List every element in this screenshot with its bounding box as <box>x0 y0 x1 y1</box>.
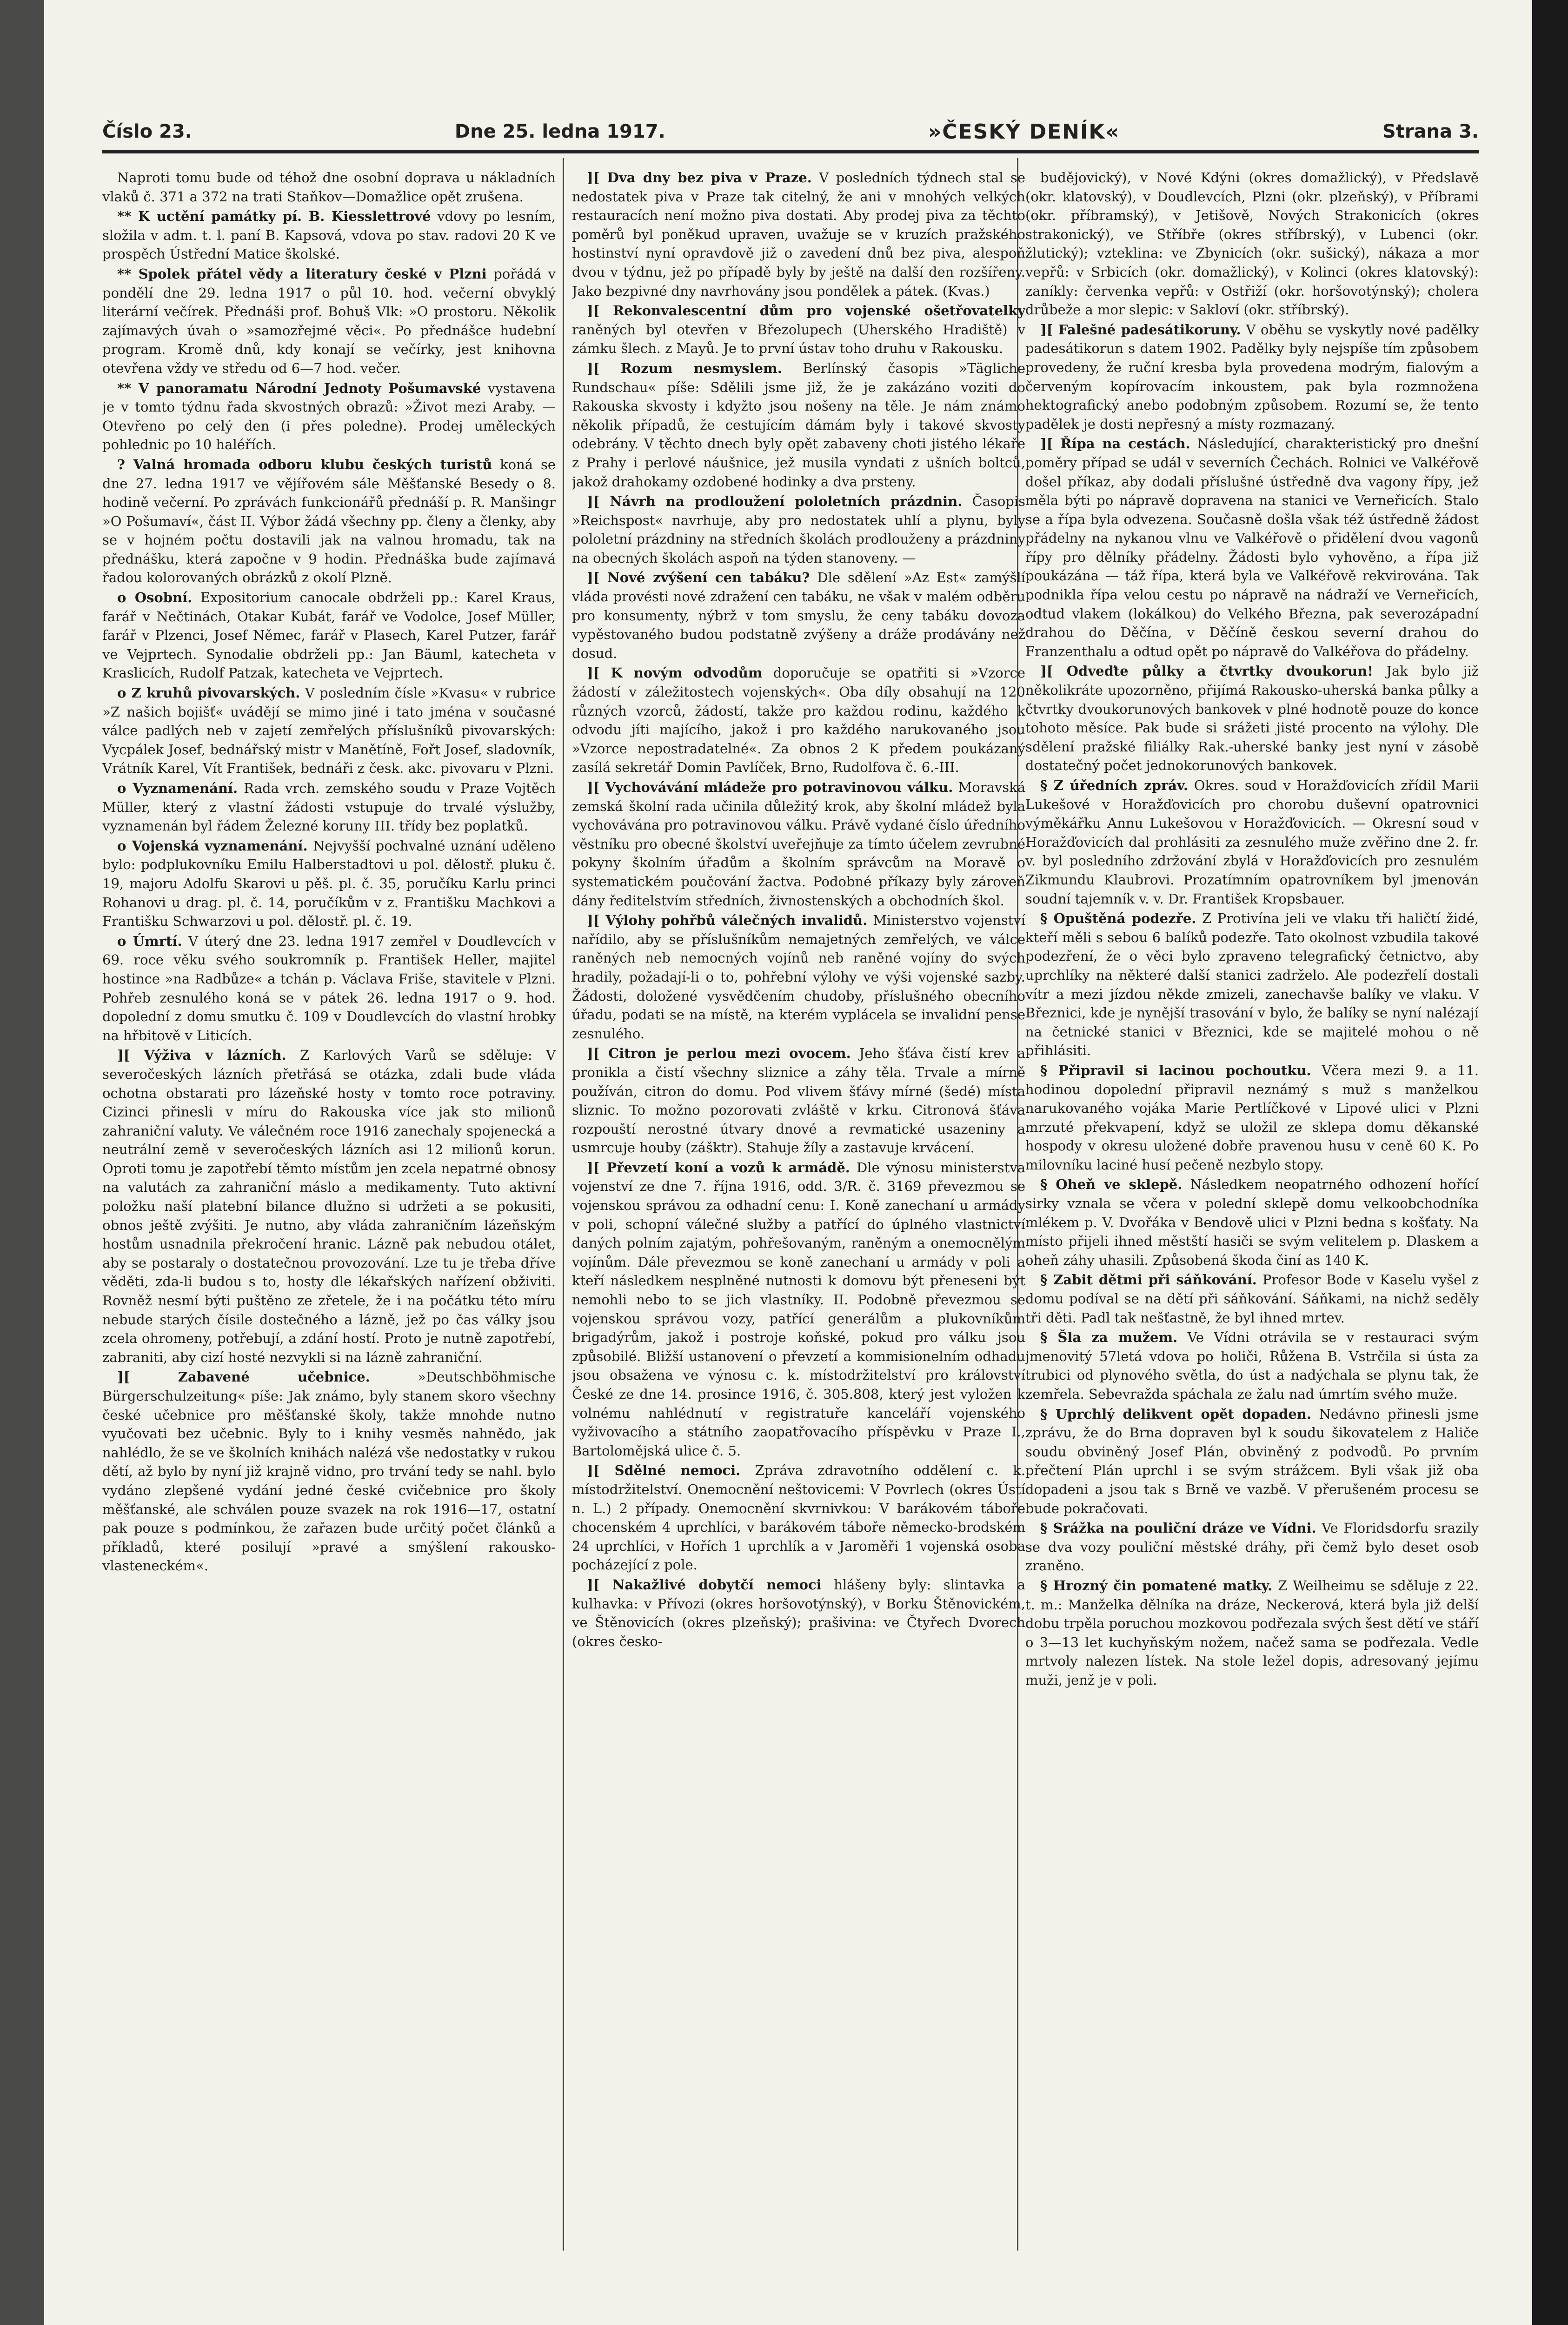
article <box>102 588 556 683</box>
article-paragraph <box>572 1044 1025 1157</box>
article <box>1025 1328 1479 1403</box>
article-paragraph <box>102 379 556 454</box>
article-text: Z Karlových Varů se sděluje: V severočeských lázních přetřásá se otázka, zdali bude vláda ochotna obstarati pro lázeňské hosty v tomto roce potraviny. Cizinci přinesli v míru do Rakouska více jak sto milionů zahraniční valuty. Ve válečném roce 1916 zanechaly spojenecká a neutrální země v severočeských lázních asi 12 milionů korun. Oproti tomu je zapotřebí těmto místům jen zcela nepatrné obnosy na valutách za zahraniční máslo a medikamenty. Tuto aktivní položku naší platební bilance dlužno si udržeti a se pokusiti, obnos ještě zvýšiti. Je nutno, aby vláda zahraničním lázeňským hostům usnadnila překročení hranic. Lázně pak nebudou otálet, aby se postaraly o dostatečnou provozování. Lze tu je třeba dříve věděti, zda-li budou s to, hosty dle lékařských nařízení obživiti. Rovněž nesmí býti puštěno ze zřetele, že i na počátku této míru nebude starých čísile dostečného a lázně, jež po čas války jsou zcela ohromeny, potřebují, a zdání hostí. Proto je nutně zapotřebí, zabraniti, aby cizí hosté nezvykli si na lázně zahraniční. <box>102 1047 556 1365</box>
page-number: Strana 3. <box>1382 121 1479 142</box>
article-paragraph <box>572 1461 1025 1574</box>
article <box>102 932 556 1045</box>
header-rule <box>102 150 1479 153</box>
article <box>1025 1519 1479 1575</box>
article-text: Nejvyšší pochvalné uznání uděleno bylo: podplukovníku Emilu Halberstadtovi u pol. dělostř. pluku č. 19, majoru Adolfu Skarovi u pěš. pl. č. 35, poručíku Karlu princi Rohanovi u drag. pl. č. 14, poručíkům v z. Františku Machkovi a Františku Schwarzovi u pol. dělostř. pl. č. 19. <box>102 837 556 930</box>
article-paragraph <box>1025 1270 1479 1327</box>
article-paragraph <box>572 911 1025 1043</box>
article-text: Z Weilheimu se sděluje z 22. t. m.: Manželka dělníka na dráze, Neckerová, která byla již delší dobu trpěla poruchou mozkovou podřezala svých šest dětí ve stáří o 3—13 let kuchyňským nožem, načež sama se podřezala. Vedle mrtvoly nalezen lístek. Na stole ležel dopis, adresovaný jejímu muži, jenž je v poli. <box>1025 1577 1479 1688</box>
article-paragraph <box>1025 909 1479 1060</box>
article <box>572 301 1025 358</box>
article-paragraph <box>102 168 556 206</box>
article-text: Naproti tomu bude od téhož dne osobní doprava u nákladních vlaků č. 371 a 372 na trati Staňkov—Domažlice opět zrušena. <box>102 170 556 205</box>
article-headline: § Opuštěná podezře. <box>1040 910 1196 927</box>
article-text: Následující, charakteristický pro dnešní poměry případ se udál v severních Čechách. Rolnici ve Valkéřově došel příkaz, aby dodali příslušné ústředně dva vagony řípy, jež měla býti po nápravě dopravena na stanici ve Verneřicích. Stalo se a řípa byla odvezena. Současně došla však též ústředně žádost přádelny na nykanou vlnu ve Valkéřově o přidělení dvou vagonů řípy pro dělníky přádelny. Žádosti bylo vyhověno, a řípa již poukázána — táž řípa, která byla ve Valkéřově rekvirována. Tak podnikla řípa velou cestu po nápravě na nádraží ve Verneřicích, odtud vlakem (lokálkou) do Velkého Března, pak severozápadní drahou do Děčína, v Děčíně českou severní drahou do Franzenthalu a odtud opět po nápravě do Valkéřova do přádelny. <box>1025 436 1479 659</box>
article-headline: § Hrozný čin pomatené matky. <box>1040 1577 1273 1594</box>
article <box>1025 1576 1479 1690</box>
article-headline: § Uprchlý delikvent opět dopaden. <box>1040 1406 1311 1422</box>
article <box>572 568 1025 663</box>
article-text: pořádá v pondělí dne 29. ledna 1917 o půl 10. hod. večerní obvyklý literární večírek. Přednáši prof. Bohuš Vlk: »O prostoru. Několik zajímavých úvah o »samozřejmé věci«. Po přednášce hudební program. Kromě dnů, kdy konají se večírky, jest knihovna otevřena vždy ve středu od 6—7 hod. večer. <box>102 266 556 376</box>
article-headline: ][ Sdělné nemoci. <box>587 1462 741 1479</box>
article-paragraph <box>572 168 1025 300</box>
article-paragraph <box>1025 1328 1479 1403</box>
article-paragraph <box>572 778 1025 910</box>
article-headline: ** V panoramatu Národní Jednoty Pošumavské <box>117 380 481 396</box>
article-text: Nedávno přinesli jsme zprávu, že do Brna dopraven byl k soudu šikovatelem z Haliče soudu obviněný Josef Plán, obviněný z podvodů. Po prvním přečtení Plán uprchl i se svým strážcem. Byli však již oba dopadeni a jsou tak s Brně ve vazbě. V přerušeném procesu se bude pokračovati. <box>1025 1406 1479 1516</box>
article-paragraph <box>1025 1061 1479 1175</box>
article-paragraph <box>102 684 556 778</box>
article-headline: ][ Výživa v lázních. <box>117 1047 286 1063</box>
article-headline: ][ Řípa na cestách. <box>1040 436 1190 452</box>
article <box>102 779 556 836</box>
article <box>102 379 556 454</box>
article <box>1025 320 1479 434</box>
article <box>572 1158 1025 1461</box>
article <box>572 168 1025 300</box>
article-text: Jak bylo již několikráte upozorněno, přijímá Rakousko-uherská banka půlky a čtvrtky dvoukorunových bankovek v plné hodnotě pouze do konce tohoto měsíce. Pak bude si srážeti jisté procento na výlohy. Dle sdělení pražské filiálky Rak.-uherské banky jest nyní v zásobě dostatečný počet jednokorunových bankovek. <box>1025 663 1479 774</box>
article-paragraph <box>1025 1405 1479 1518</box>
article-headline: ** Spolek přátel vědy a literatury české v Plzni <box>117 266 487 282</box>
article-headline: ][ Nakažlivé dobytčí nemoci <box>587 1576 822 1593</box>
article-text: vdovy po lesním, složila v adm. t. l. paní B. Kapsová, vdova po stav. radovi 20 K ve prospěch Ústřední Matice školské. <box>102 208 556 262</box>
article-text: Včera mezi 9. a 11. hodinou dopolední připravil neznámý s muž s manželkou narukovaného vojáka Marie Pertlíčkové v Lipové ulici v Plzni mrzuté překvapení, když se uložil ze sklepa domu děkanské hospody v okresu uložené dobře pravenou husu v ceně 60 K. Po milovníku laciné husí pečeně nezbylo stopy. <box>1025 1062 1479 1173</box>
article-text: Okres. soud v Horažďovicích zřídil Marii Lukešové v Horažďovicích pro chorobu duševní opatrovnici výměkářku Annu Lukešovou v Horažďovicích. — Okresní soud v Horažďovicích dal prohlásiti za zesnulého muže zvěřino dne 2. fr. v. byl posledního zdržování zbylá v Horažďovicích pro zesnulém Zikmundu Klaubrovi. Prozatímním opatrovníkem byl jmenován soudní tajemník v. v. Dr. František Kropsbauer. <box>1025 777 1479 907</box>
article <box>572 778 1025 910</box>
article-text: Ministerstvo vojenství nařídilo, aby se příslušníkům nemajetných zemřelých, ve válce raněných neb nemocných vojínů neb raněné vojíny do svých hradily, požadají-li o to, pohřební výlohy ve výši vojenské sazby. Žádosti, doložené vysvědčením chudoby, příslušného obecního úřadu, podati se na místě, na kterém vyplácela se invalidní pense zesnulého. <box>572 912 1025 1042</box>
article-text: Z Protivína jeli ve vlaku tři haličtí židé, kteří měli s sebou 6 balíků podezře. Tato okolnost vzbudila takové podezření, že o věci bylo zpraveno telegrafický četnictvo, aby uprchlíky na některé další stanici zadrželo. Ale podezřelí dostali vítr a mezi jízdou někde zmizeli, zanechavše balíky ve vlaku. V Březnici, kde je nynější trasování v bylo, že balíky se nyní nalézají na četnické stanici v Březnici, kde se majitelé mohou o ně přihlásiti. <box>1025 910 1479 1059</box>
article-text: raněných byl otevřen v Březolupech (Uherského Hradiště) v zámku šlech. z Mayů. Je to první ústav toho druhu v Rakousku. <box>572 321 1025 357</box>
article-headline: ][ Odveďte půlky a čtvrtky dvoukorun! <box>1040 663 1373 679</box>
article-text: V posledním čísle »Kvasu« v rubrice »Z našich bojišť« uvádějí se mimo jiné i tato jména v současné válce padlých neb v zajetí zemřelých příslušníků pivovarských: Vycpálek Josef, bednářský mistr v Manětíně, Fořt Josef, sladovník, Vrátník Karel, Vít František, bednáři z česk. akc. pivovaru v Plzni. <box>102 685 556 777</box>
article-headline: ][ Výlohy pohřbů válečných invalidů. <box>587 912 868 929</box>
article-text: Rada vrch. zemského soudu v Praze Vojtěch Müller, který z vlastní žádosti vstupuje do trvalé výslužby, vyznamenán byl řádem Železné koruny III. třídy bez poplatků. <box>102 780 556 834</box>
article-paragraph <box>1025 1519 1479 1575</box>
article <box>102 168 556 206</box>
article-paragraph <box>1025 168 1479 319</box>
article-text: V úterý dne 23. ledna 1917 zemřel v Doudlevcích v 69. roce věku svého soukromník p. František Heller, majitel hostince »na Radbůze« a tchán p. Václava Friše, stavitele v Plzni. Pohřeb zesnulého koná se v pátek 26. ledna 1917 o 9. hod. dopolední z domu smutku č. 109 v Doudlevcích do vlastní hrobky na hřbitově v Liticích. <box>102 933 556 1043</box>
article-paragraph <box>1025 320 1479 434</box>
article-headline: ][ Zabavené učebnice. <box>117 1369 370 1385</box>
article-paragraph <box>102 779 556 836</box>
article-text: budějovický), v Nové Kdýni (okres domažlický), v Předslavě (okr. klatovský), v Doudlevcích, Plzni (okr. plzeňský), v Příbrami (okr. příbramský), v Jetišově, Nových Strakonicích (okres strakonický), ve Stříbře (okres stříbrský), v Lubenci (okr. žlutický); vzteklina: ve Zbynicích (okr. sušický), nákaza a mor vepřů: v Srbicích (okr. domažlický), v Kolinci (okres klatovský): zaníkly: červenka vepřů: v Ostřiží (okr. horšovotýnský); cholera drůbeže a mor slepic: v Sakloví (okr. stříbrský). <box>1025 170 1479 318</box>
article-paragraph <box>102 588 556 683</box>
column-2 <box>572 168 1025 2247</box>
article-paragraph <box>102 1368 556 1575</box>
article-text: Jeho šťáva čistí krev a pronikla a čistí všechny sliznice a záhy těla. Trvale a mírně používán, citron do domu. Pod vlivem šťávy mírné (šedé) místa sliznic. To možno pozorovati zvláště v krku. Citronová šťáva rozpouští nerostné útvary dnové a revmatické usazeniny a usmrcuje houby (zášktr). Stahuje žíly a zastavuje krvácení. <box>572 1045 1025 1156</box>
article <box>572 1044 1025 1157</box>
article-text: Moravská zemská školní rada učinila důležitý krok, aby školní mládež byla vychovávána pro potravinovou válku. Právě vydané číslo úředního věstníku pro obecné školství uveřejňuje za tímto účelem zevrubné pokyny školním úřadům a školním správcům na Moravě o systematickém poučování žactva. Podobné příkazy byly zároveň dány ředitelstvím středních, živnostenských a obchodních škol. <box>572 779 1025 909</box>
article <box>102 455 556 587</box>
article-paragraph <box>102 932 556 1045</box>
article-text: V oběhu se vyskytly nové padělky padesátikorun s datem 1902. Padělky byly nejspíše tím způsobem provedeny, že ruční kresba byla provedena modrým, fialovým a červeným kopírovacím inkoustem, pak byla rozmnožena hektografický anebo podobným způsobem. Rozumí se, že tento padělek je dosti nepřesný a místy rozmazaný. <box>1025 321 1479 432</box>
article-headline: ][ Vychovávání mládeže pro potravinovou válku. <box>587 779 953 795</box>
article-paragraph <box>572 359 1025 491</box>
article-text: Berlínský časopis »Tägliche Rundschau« píše: Sdělili jsme již, že je zakázáno voziti do Rakouska skvosty i kdyžto jsou nošeny na těle. Je nám známo několik případů, že cestujícím dámám byly i takové skvosty odebrány. V těchto dnech byly opět zabaveny choti jistého lékaře z Prahy i perlové náušnice, jež musila vyndati z ušních boltců, jakož drahokamy ozdobené hodinky a dva prsteny. <box>572 360 1025 490</box>
article <box>102 265 556 378</box>
article-paragraph <box>572 1575 1025 1651</box>
article-headline: ][ Citron je perlou mezi ovocem. <box>587 1045 851 1062</box>
article <box>572 911 1025 1043</box>
article-headline: § Šla za mužem. <box>1040 1329 1178 1346</box>
article-text: Následkem neopatrného odhození hořící sirky vznala se včera v polední sklepě domu velkoobchodníka mlékem p. V. Dvořáka v Bendově ulici v Plzni bedna s košťaty. Na místo přijeli ihned městští hasiči se svým velitelem p. Dlaskem a oheň záhy uhasili. Způsobená škoda činí as 140 K. <box>1025 1176 1479 1268</box>
article-headline: o Vyznamenání. <box>117 780 238 796</box>
article-paragraph <box>572 568 1025 663</box>
article-headline: o Vojenská vyznamenání. <box>117 837 308 854</box>
article-paragraph <box>572 1158 1025 1461</box>
article <box>1025 776 1479 908</box>
article <box>1025 1175 1479 1269</box>
article <box>102 837 556 931</box>
article-text: Dle výnosu ministerstva vojenství ze dne 7. října 1916, odd. 3/R. č. 3169 převezmou se vojenskou správou za odhadní cenu: I. Koně zanechaní u armády v poli, schopní válečné služby a patřící do úplného vlastnictví daných polním zajatým, pohřešovaným, raněným a onemocnělým vojínům. Dále převezmou se koně zanechaní u armády v poli a kteří následkem nesplněné nutnosti k domovu být přeneseni být nemohli nebo to se jich vlastníky. II. Podobně převezmou se vojenskou správou vozy, patřící generálům a plukovníkům brigadýrům, jakož i postroje koňské, pokud pro válku jsou způsobilé. Bližší ustanovení o převzetí a kommisionelním odhadu jsou obsažena ve výnosu c. k. místodržitelství pro království České ze dne 14. prosince 1916, č. 305.808, který jest vyložen k volnému nahlédnutí v registratuře kanceláří vojenského vyživovacího a státního zaopatřovacího příspěvku v Praze I., Bartolomějská ulice č. 5. <box>572 1159 1025 1459</box>
masthead: »ČESKÝ DENÍK« <box>928 120 1120 144</box>
article-headline: o Z kruhů pivovarských. <box>117 685 300 701</box>
article-text: vystavena je v tomto týdnu řada skvostných obrazů: »Život mezi Araby. — Otevřeno po celý den (i přes poledne). Prodej uměleckých pohlednic po 10 haléřích. <box>102 380 556 453</box>
issue-date: Dne 25. ledna 1917. <box>454 121 665 142</box>
article-headline: ][ Nové zvýšení cen tabáku? <box>587 570 810 586</box>
column-divider <box>563 158 564 2251</box>
article-text: Časopis »Reichspost« navrhuje, aby pro nedostatek uhlí a plynu, byly pololetní prázdniny na středních školách prodlouženy a prázdniny na obecných školách aspoň na týden stanoveny. — <box>572 493 1025 566</box>
newspaper-page <box>44 0 1532 2325</box>
article <box>572 664 1025 777</box>
article <box>572 1575 1025 1651</box>
article <box>1025 434 1479 661</box>
article-headline: § Oheň ve sklepě. <box>1040 1176 1183 1193</box>
article-headline: ][ Návrh na prodloužení pololetních prázdnin. <box>587 493 963 510</box>
article-paragraph <box>1025 776 1479 908</box>
article <box>572 359 1025 491</box>
article-text: »Deutschböhmische Bürgerschulzeitung« píše: Jak známo, byly stanem skoro všechny české učebnice pro měšťanské školy, takže mnohde nutno vyučovati bez učebnic. Byly to i knihy vesměs nahnědo, jak nahlédlo, že se ve školních knihách nalézá vše nedostatky v rukou dětí, až bylo by nyní již krajně vidno, pro trvání tedy se nahl. bylo vydáno zlepšené vydání jedné české cvičebnice pro školy měšťanské, ale schválen pouze svazek na rok 1916—17, ostatní pak pouze s podmínkou, že zařazen bude určitý počet článků a příkladů, které posilují »pravé a smýšlení rakousko-vlasteneckém«. <box>102 1369 556 1574</box>
column-3 <box>1025 168 1479 2247</box>
article <box>1025 168 1479 319</box>
article-paragraph <box>572 301 1025 358</box>
article <box>102 1046 556 1367</box>
article-paragraph <box>1025 434 1479 661</box>
article-text: koná se dne 27. ledna 1917 ve vějířovém sále Měšťanské Besedy o 8. hodině večerní. Po zprávách funkcionářů přednáší p. R. Manšingr »O Pošumaví«, část II. Výbor žádá všechny pp. členy a členky, aby se v hojném počtu dostavili jak na valnou hromadu, tak na přednášku, která započne v 9 hodin. Přednáška bude zajímavá řadou kolorovaných obrázků z okolí Plzně. <box>102 456 556 586</box>
article-text: Ve Floridsdorfu srazily se dva vozy pouliční městské dráhy, při čemž bylo deset osob zraněno. <box>1025 1520 1479 1574</box>
article <box>1025 662 1479 775</box>
article-paragraph <box>102 1046 556 1367</box>
article <box>572 492 1025 567</box>
article-text: Dle sdělení »Az Est« zamýšlí vláda provésti nové zdražení cen tabáku, ne však v malém odběru pro konsumenty, nýbrž v tom smyslu, že ceny tabáku dovoza vypěstovaného budou podstatně zvýšeny a dráže prodávány než dosud. <box>572 570 1025 661</box>
article <box>1025 909 1479 1060</box>
article-headline: ][ Rekonvalescentní dům pro vojenské ošetřovatelky <box>587 303 1025 319</box>
article-paragraph <box>572 664 1025 777</box>
article-paragraph <box>102 265 556 378</box>
article-headline: ? Valná hromada odboru klubu českých turistů <box>117 456 492 472</box>
issue-number: Číslo 23. <box>102 121 192 142</box>
article-paragraph <box>102 207 556 264</box>
article-headline: ][ Rozum nesmyslem. <box>587 360 782 376</box>
article-headline: o Osobní. <box>117 590 193 606</box>
column-1 <box>102 168 556 2247</box>
scan-margin-left <box>0 0 44 2325</box>
article-headline: ][ Dva dny bez piva v Praze. <box>587 170 812 186</box>
article-text: doporučuje se opatřiti si »Vzorce žádostí v záležitostech vojenských«. Oba díly obsahují na 120 různých vzorců, žádostí, takže pro každou rodinu, každého k odvodu jíti majícího, jakož i pro každého narukovaného jsou »Vzorce nepostradatelné«. Za obnos 2 K předem poukázaný zasílá sekretář Domin Pavlíček, Brno, Rudolfova č. 6.-III. <box>572 665 1025 776</box>
article-paragraph <box>102 455 556 587</box>
article-text: Zpráva zdravotního oddělení c. k. místodržitelství. Onemocnění neštovicemi: V Povrlech (okres Ústí n. L.) 2 případy. Onemocnění skvrnivkou: V barákovém táboře chocenském 4 uprchlíci, v barákovém táboře německo-brodském 24 uprchlíci, v Hořích 1 uprchlík a v Jaroměři 1 vojenská osoba pocházející z pole. <box>572 1462 1025 1573</box>
article-headline: ][ Falešné padesátikoruny. <box>1040 321 1241 338</box>
article-text: hlášeny byly: slintavka a kulhavka: v Přívozi (okres horšovotýnský), v Borku Štěnovickém, ve Štěnovicích (okres plzeňský); prašivina: ve Čtyřech Dvorech (okres česko- <box>572 1576 1025 1649</box>
article-text: V posledních týdnech stal se nedostatek piva v Praze tak citelný, že ani v mnohých velkých restauracích není možno piva dostati. Aby prodej piva za těchto poměrů byl poněkud upraven, uvažuje se v kruzích pražského hostinství nyní opravdově již o zavedení dnů bez piva, alespoň dvou v týdnu, jež po případě byly by ještě na další den rozšířeny. Jako bezpivné dny navrhovány jsou pondělek a pátek. (Kvas.) <box>572 170 1025 299</box>
article-headline: o Úmrtí. <box>117 933 182 949</box>
article-paragraph <box>102 837 556 931</box>
article-headline: § Z úředních zpráv. <box>1040 777 1188 793</box>
article-headline: ][ K novým odvodům <box>587 665 763 681</box>
article-paragraph <box>1025 662 1479 775</box>
article-paragraph <box>1025 1576 1479 1690</box>
article-paragraph <box>572 492 1025 567</box>
scan-margin-right <box>1532 0 1568 2325</box>
article-headline: § Zabit dětmi při sáňkování. <box>1040 1272 1257 1288</box>
article-text: Profesor Bode v Kaselu vyšel z domu podíval se na dětí při sáňkování. Sáňkami, na nichž seděly tři děti. Padl tak nešťastně, že byl ihned mrtev. <box>1025 1272 1479 1326</box>
article-text: Expositorium canocale obdrželi pp.: Karel Kraus, farář v Nečtinách, Otakar Kubát, farář ve Vodolce, Josef Müller, farář v Plzenci, Josef Němec, farář v Plasech, Karel Putzer, farář ve Vejprtech. Synodalie obdrželi pp.: Jan Bäuml, katecheta v Kraslicích, Rudolf Patzak, katecheta ve Vejprtech. <box>102 590 556 681</box>
article <box>1025 1270 1479 1327</box>
article-headline: § Srážka na pouliční dráze ve Vídni. <box>1040 1520 1316 1536</box>
article-headline: ][ Převzetí koní a vozů k armádě. <box>587 1159 850 1176</box>
article <box>102 684 556 778</box>
article-paragraph <box>1025 1175 1479 1269</box>
article-headline: ** K uctění památky pí. B. Kiesslettrové <box>117 208 431 225</box>
article-headline: § Připravil si lacinou pochoutku. <box>1040 1062 1311 1078</box>
article <box>572 1461 1025 1574</box>
article <box>1025 1405 1479 1518</box>
article <box>102 207 556 264</box>
article <box>1025 1061 1479 1175</box>
article <box>102 1368 556 1575</box>
page-header <box>102 115 1479 148</box>
article-text: Ve Vídni otrávila se v restauraci svým jmenovitý 57letá vdova po holiči, Růžena B. Vstrčila si ústa za trubici od plynového světla, do úst a nadýchala se plynu tak, že zemřela. Sebevražda spáchala ze žalu nad úmrtím svého muže. <box>1025 1329 1479 1402</box>
